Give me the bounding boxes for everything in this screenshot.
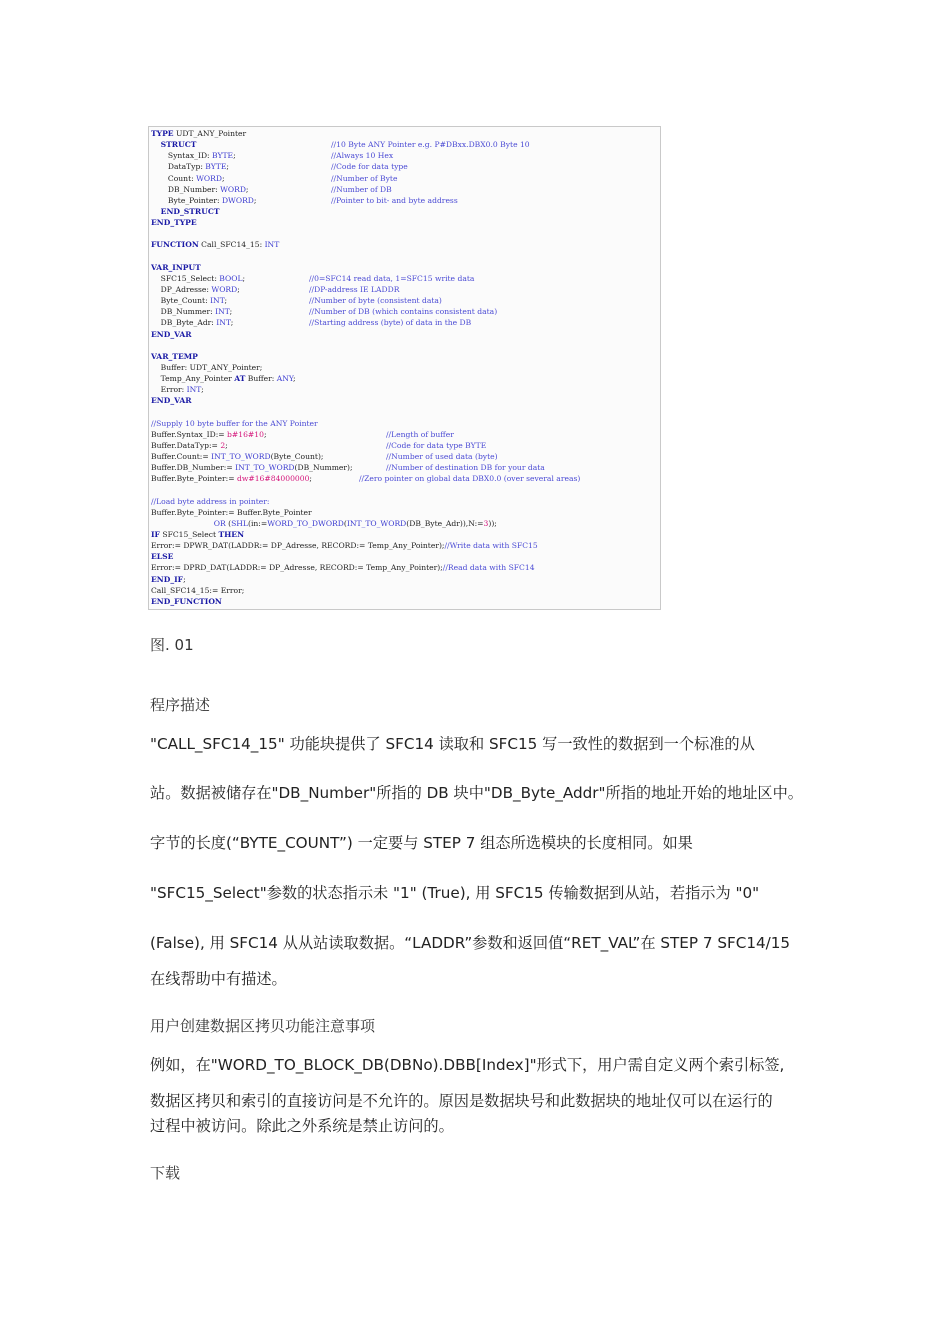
paragraph-line: 站。数据被储存在"DB_Number"所指的 DB 块中"DB_Byte_Addr"所指的地址开始的地址区中。 [150,784,803,802]
code-token: SFC15_Select: [160,273,220,283]
code-comment: //Number of DB [331,184,392,194]
code-line [151,496,660,507]
code-comment: //Pointer to bit- and byte address [331,195,458,205]
code-token: DB_Number: [167,184,221,194]
paragraph-line: "SFC15_Select"参数的状态指示未 "1" (True), 用 SFC15 传输数据到从站，若指示为 "0" [150,884,760,902]
code-token: //Read data with SFC14 [442,563,535,573]
code-line [151,351,660,362]
code-token: SHL [231,518,248,528]
code-screenshot [148,126,661,610]
code-token: //Supply 10 byte buffer for the ANY Pointer [151,418,318,428]
code-line [151,562,660,573]
code-token: Call_SFC14_15:= Error; [151,585,245,595]
code-token: ; [226,162,229,172]
code-token: Buffer.Byte_Pointer:= Buffer.Byte_Pointer [151,507,312,517]
code-line [151,462,660,473]
code-line [151,251,660,262]
paragraph-line: 过程中被访问。除此之外系统是禁止访问的。 [150,1117,454,1135]
code-token: DB_Nummer: [160,307,216,317]
code-line [151,217,660,228]
code-token: INT [210,296,225,306]
section-heading-program-description: 程序描述 [150,696,211,714]
code-line [151,195,660,206]
code-line [151,273,660,284]
code-comment: //Number of used data (byte) [386,452,498,462]
code-token: Count: [167,173,197,183]
code-token: ; [221,173,225,183]
code-token: VAR_INPUT [151,262,201,272]
code-comment: //DP-address IE LADDR [309,284,400,294]
section-heading-notes: 用户创建数据区拷贝功能注意事项 [150,1017,376,1035]
code-line [151,551,660,562]
section-heading-download: 下载 [150,1164,181,1182]
code-token: dw#16#84000000 [237,474,310,484]
code-comment: //Zero pointer on global data DBX0.0 (over several areas) [359,474,581,484]
code-token: ( [225,518,232,528]
code-line [151,440,660,451]
code-token: DWORD [221,195,254,205]
code-token: (Byte_Count); [270,452,324,462]
code-token: ; [263,429,267,439]
code-token: BYTE [212,151,234,161]
code-token: INT_TO_WORD [235,463,295,473]
code-line [151,395,660,406]
code-token: INT [216,318,231,328]
code-token: SFC15_Select [159,530,219,540]
code-line [151,529,660,540]
code-comment: //Number of destination DB for your data [386,463,545,473]
code-token: Buffer.DB_Number:= [151,463,236,473]
code-token: Byte_Count: [160,296,211,306]
code-comment: //Number of DB (which contains consistent data) [309,307,498,317]
code-comment: //Always 10 Hex [331,151,394,161]
code-line [151,173,660,184]
code-line [151,139,660,150]
code-token: ; [225,440,228,450]
code-token: ; [242,273,246,283]
code-token: 3 [483,518,489,528]
code-line [151,329,660,340]
code-comment: //Length of buffer [386,429,454,439]
code-token: ; [309,474,312,484]
code-token: ; [292,374,296,384]
code-token: INT [186,385,202,395]
code-token: Buffer.Syntax_ID:= [151,429,228,439]
paragraph-line: "CALL_SFC14_15" 功能块提供了 SFC14 读取和 SFC15 写一致性的数据到一个标准的从 [150,735,755,753]
code-token: WORD [211,284,238,294]
code-token: DB_Byte_Adr: [160,318,217,328]
code-token: ; [237,284,240,294]
code-token: THEN [218,530,245,540]
code-token: END_IF [151,574,184,584]
code-line [151,239,660,250]
code-token: END_TYPE [151,218,197,228]
code-token: Buffer.Count:= [151,452,212,462]
code-token: ; [201,385,204,395]
code-token: END_STRUCT [160,206,220,216]
code-token: VAR_TEMP [151,351,198,361]
code-token: WORD [196,173,222,183]
code-token: Error: [160,385,187,395]
code-token: ; [229,307,233,317]
code-token: ; [233,151,236,161]
code-token: Error:= DPRD_DAT(LADDR:= DP_Adresse, RECORD:= Temp_Any_Pointer); [151,563,443,573]
code-line [151,418,660,429]
code-line [151,228,660,239]
code-token: DataTyp: [167,162,206,172]
code-token: Call_SFC14_15: [198,240,265,250]
code-line [151,407,660,418]
code-line [151,574,660,585]
code-comment: //Number of byte (consistent data) [309,296,442,306]
code-comment: //Number of Byte [331,173,398,183]
code-line [151,340,660,351]
code-line [151,485,660,496]
code-token: INT [264,240,280,250]
code-token: OR [213,518,226,528]
code-line [151,284,660,295]
code-token: END_FUNCTION [151,596,222,606]
code-token: ANY [276,374,293,384]
code-token: INT_TO_WORD [346,518,407,528]
code-token: ELSE [151,552,174,562]
code-token: (DB_Nummer); [294,463,353,473]
code-line [151,128,660,139]
code-token: IF [151,530,160,540]
code-token: b#16#10 [227,429,264,439]
code-line [151,317,660,328]
code-line [151,596,660,607]
code-token: UDT_ANY_Pointer [173,129,247,138]
code-token: END_VAR [151,396,192,406]
code-line [151,150,660,161]
code-line [151,306,660,317]
code-token: ; [224,296,228,306]
code-comment: //Code for data type BYTE [386,440,487,450]
code-token: Buffer.Byte_Pointer:= [151,474,237,484]
code-line [151,262,660,273]
code-line [151,362,660,373]
code-token: AT [234,374,246,384]
code-token: ; [183,574,186,584]
paragraph-line: 例如，在"WORD_TO_BLOCK_DB(DBNo).DBB[Index]"形式下，用户需自定义两个索引标签, [150,1056,785,1074]
code-token: TYPE [151,129,174,138]
code-comment: //0=SFC14 read data, 1=SFC15 write data [309,273,475,283]
code-token: 2 [220,440,226,450]
code-token: BYTE [205,162,227,172]
code-token: ; [253,195,257,205]
code-token: INT [215,307,230,317]
code-token: ; [230,318,234,328]
code-token: FUNCTION [151,240,199,250]
code-line [151,507,660,518]
code-token: ( [343,518,347,528]
code-token: Byte_Pointer: [167,195,222,205]
code-line [151,373,660,384]
paragraph-line: 在线帮助中有描述。 [150,970,287,988]
code-line [151,585,660,596]
code-token: END_VAR [151,329,192,339]
code-line [151,295,660,306]
code-line [151,518,660,529]
code-comment: //10 Byte ANY Pointer e.g. P#DBxx.DBX0.0 Byte 10 [331,140,530,150]
code-line [151,429,660,440]
code-line [151,206,660,217]
code-token: Error:= DPWR_DAT(LADDR:= DP_Adresse, RECORD:= Temp_Any_Pointer); [151,541,445,551]
code-token: Buffer.DataTyp:= [151,440,221,450]
code-line [151,161,660,172]
code-token: ; [245,184,249,194]
code-line [151,540,660,551]
code-token: Temp_Any_Pointer [160,374,235,384]
code-token: //Write data with SFC15 [444,541,538,551]
code-line [151,184,660,195]
code-line [151,451,660,462]
code-token: Syntax_ID: [167,151,213,161]
code-token: WORD [220,184,246,194]
code-token: INT_TO_WORD [211,452,271,462]
code-token: STRUCT [160,140,197,150]
paragraph-line: 数据区拷贝和索引的直接访问是不允许的。原因是数据块号和此数据块的地址仅可以在运行的 [150,1092,773,1110]
paragraph-line: (False), 用 SFC14 从从站读取数据。“LADDR”参数和返回值“RET_VAL”在 STEP 7 SFC14/15 [150,934,791,952]
code-token: (in:= [247,518,268,528]
code-token: )); [488,518,497,528]
code-line [151,473,660,484]
figure-caption: 图. 01 [150,636,194,654]
paragraph-line: 字节的长度(“BYTE_COUNT”) 一定要与 STEP 7 组态所选模块的长度相同。如果 [150,834,693,852]
code-token: BOOL [219,273,243,283]
code-token: DP_Adresse: [160,284,212,294]
code-comment: //Starting address (byte) of data in the DB [309,318,472,328]
code-line [151,384,660,395]
code-comment: //Code for data type [331,162,408,172]
code-listing [151,128,660,607]
code-token: Buffer: [245,374,277,384]
code-token: Buffer: UDT_ANY_Pointer; [160,362,263,372]
code-token: //Load byte address in pointer: [151,496,270,506]
code-token: (DB_Byte_Adr)),N:= [406,518,484,528]
code-token: WORD_TO_DWORD [267,518,344,528]
